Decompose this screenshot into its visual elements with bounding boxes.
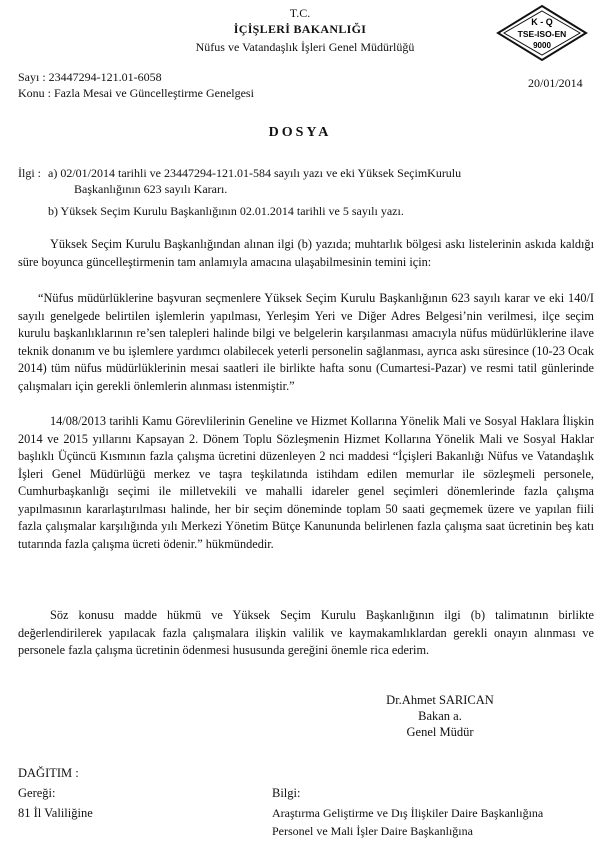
signatory-title-1: Bakan a. (418, 709, 462, 723)
distribution-action-item: 81 İl Valiliğine (18, 806, 93, 820)
distribution-info-label: Bilgi: (272, 786, 301, 800)
svg-text:TSE-ISO-EN: TSE-ISO-EN (517, 29, 567, 39)
header-tc: T.C. (289, 6, 311, 20)
reference-b: b) Yüksek Seçim Kurulu Başkanlığının 02.01.2014 tarihli ve 5 sayılı yazı. (48, 204, 404, 218)
svg-text:9000: 9000 (533, 41, 551, 50)
header-ministry: İÇİŞLERİ BAKANLIĞI (233, 22, 367, 36)
distribution-info-item: Araştırma Geliştirme ve Dış İlişkiler Daire Başkanlığına (272, 806, 544, 820)
signatory-name: Dr.Ahmet SARICAN (386, 693, 494, 707)
document-date: 20/01/2014 (528, 76, 583, 90)
distribution-action-label: Gereği: (18, 786, 56, 800)
document-subject: Konu : Fazla Mesai ve Güncelleştirme Genelgesi (18, 86, 254, 100)
distribution-heading: DAĞITIM : (18, 766, 79, 780)
document-number: Sayı : 23447294-121.01-6058 (18, 70, 162, 84)
body-paragraph-quote: “Nüfus müdürlüklerine başvuran seçmenlere Yüksek Seçim Kurulu Başkanlığının 623 sayılı karar ve eki 140/I sayılı genelgede belirtilen işlemlerin yapılması, Yerleşim Yeri ve Diğer Adres Belgesi’nin verilmesi, ilçe seçim kurulu başkanlıklarının re’sen talepleri halinde bilgi ve belgelerin karşılanması amacıyla nüfus müdürlüklerine ilave teknik donanım ve bu işlemlere yardımcı olabilecek yeterli personelin sağlanması, ayrıca askı süresince (10-23 Ocak 2014) tüm nüfus müdürlüklerinin mesai saatleri ile birlikte hafta sonu (Cumartesi-Pazar) ve resmi tatil günlerinde çalışmaları için gerekli önlemlerin alınması istenmiştir.” (18, 291, 594, 393)
signatory-title-2: Genel Müdür (406, 725, 474, 739)
reference-label: İlgi : (18, 166, 41, 180)
body-paragraph-4: Söz konusu madde hükmü ve Yüksek Seçim Kurulu Başkanlığının ilgi (b) talimatının birlikte değerlendirilerek yapılacak fazla çalışmalara ilişkin valilik ve kaymakamlıklardan gerekli onayın alınması ve personele fazla çalışma ücretinin ödenmesi hususunda gereğini önemle rica ederim. (18, 608, 594, 657)
reference-a-line2: Başkanlığının 623 sayılı Kararı. (74, 182, 228, 196)
document-title: DOSYA (268, 125, 332, 140)
body-paragraph-1: Yüksek Seçim Kurulu Başkanlığından alınan ilgi (b) yazıda; muhtarlık bölgesi askı listelerinin askıda kaldığı süre boyunca güncelleştirmenin tam anlamıyla amacına ulaşabilmesinin temini için: (18, 237, 594, 269)
reference-a-line1: a) 02/01/2014 tarihli ve 23447294-121.01-584 sayılı yazı ve eki Yüksek SeçimKurulu (48, 166, 462, 180)
header-directorate: Nüfus ve Vatandaşlık İşleri Genel Müdürlüğü (195, 40, 415, 54)
body-paragraph-3: 14/08/2013 tarihli Kamu Görevlilerinin Geneline ve Hizmet Kollarına Yönelik Mali ve Sosyal Haklara İlişkin 2014 ve 2015 yıllarını Kapsayan 2. Dönem Toplu Sözleşmenin Hizmet Kollarına Yönelik Mali ve Sosyal Haklar başlıklı Üçüncü Kısmının fazla çalışma ücretini düzenleyen 2 nci maddesi “İçişleri Bakanlığı Nüfus ve Vatandaşlık İşleri Genel Müdürlüğü merkez ve taşra teşkilatında istihdam edilen memurlar ile sözleşmeli personele, Cumhurbaşkanlığı seçimi ile milletvekili ve mahalli idareler genel seçimleri dönemlerinde fazla çalışma yapılmasının kararlaştırılması halinde, her bir seçim döneminde toplam 50 saati geçmemek üzere ve yapılan fiili fazla çalışmalar karşılığında yılı Merkezi Yönetim Bütçe Kanununda belirlenen fazla çalışma saat ücretinin beş katı tutarında fazla çalışma ücreti ödenir.” hükmündedir. (18, 414, 594, 551)
svg-text:K - Q: K - Q (531, 17, 553, 27)
distribution-info-item: Personel ve Mali İşler Daire Başkanlığına (272, 824, 473, 838)
tse-iso-stamp-logo (496, 4, 588, 62)
